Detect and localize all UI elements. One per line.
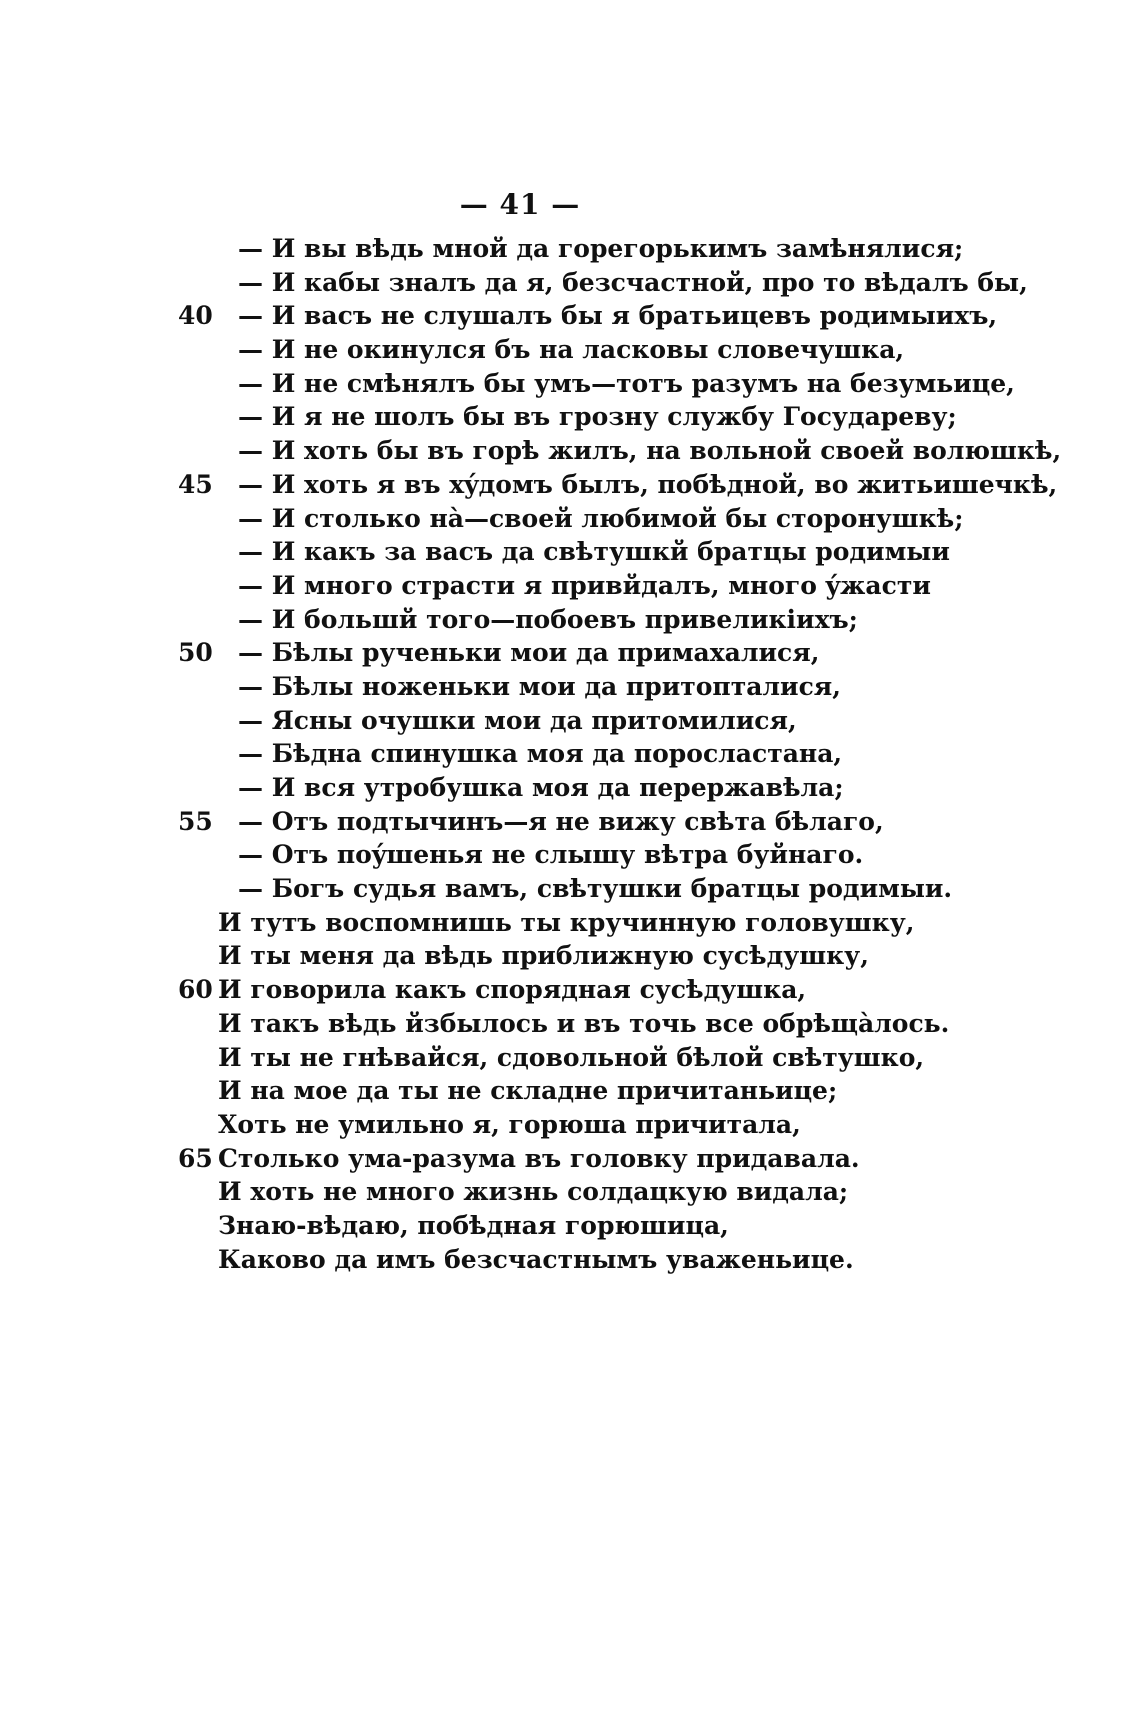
poem-line (160, 1243, 980, 1277)
line-text: Знаю-вѣдаю, побѣдная горюшица, (218, 1210, 729, 1240)
poem-line (160, 1041, 980, 1075)
line-text: — И хоть я въ хýдомъ былъ, побѣдной, во житьишечкѣ, (238, 469, 1058, 499)
poem-line (160, 468, 1058, 502)
page-number: — 41 — (459, 188, 581, 221)
line-text: — Отъ поýшенья не слышу вѣтра буйнаго. (238, 840, 864, 870)
line-text: — И не смѣнялъ бы умъ—тотъ разумъ на безумьице, (238, 368, 1015, 398)
poem-line (160, 266, 1028, 300)
poem-line (160, 535, 980, 569)
poem-line (160, 872, 980, 906)
poem-line (160, 232, 980, 266)
poem-line (160, 1175, 980, 1209)
line-text: — Бѣдна спинушка моя да поросластана, (238, 739, 843, 769)
line-text: — И не окинулся бъ на ласковы словечушка, (238, 335, 905, 365)
line-text: И ты не гнѣвайся, сдовольной бѣлой свѣтушко, (218, 1042, 925, 1072)
poem-line (160, 569, 980, 603)
poem-line (160, 1108, 980, 1142)
line-number: 45 (178, 469, 213, 499)
poem-line (160, 1007, 980, 1041)
line-number: 60 (178, 975, 213, 1005)
line-text: Хоть не умильно я, горюша причитала, (218, 1109, 801, 1139)
line-text: — И вы вѣдь мной да горегорькимъ замѣнялися; (238, 234, 964, 263)
poem-line (160, 704, 980, 738)
line-number: 55 (178, 806, 213, 836)
line-number: 50 (178, 638, 213, 668)
poem-line (160, 1142, 980, 1176)
line-text: — И столько нà—своей любимой бы сторонушкѣ; (238, 503, 964, 533)
line-text: — И хоть бы въ горѣ жилъ, на вольной своей волюшкѣ, (238, 436, 1062, 466)
poem-line (160, 434, 1062, 468)
line-text: — И я не шолъ бы въ грозну службу Государеву; (238, 402, 957, 432)
line-text: — И кабы зналъ да я, безсчастной, про то вѣдалъ бы, (238, 267, 1028, 297)
line-text: И говорила какъ спорядная сусѣдушка, (218, 975, 807, 1005)
poem-line (160, 400, 980, 434)
poem-line (160, 333, 980, 367)
line-text: — Бѣлы рученьки мои да примахалися, (238, 638, 820, 668)
poem-line (160, 1074, 980, 1108)
line-text: — Ясны очушки мои да притомилися, (238, 705, 797, 735)
line-number: 65 (178, 1143, 213, 1173)
poem-line (160, 1209, 980, 1243)
line-text: И ты меня да вѣдь приближную сусѣдушку, (218, 941, 869, 971)
poem-line (160, 838, 980, 872)
poem-line (160, 737, 980, 771)
line-number: 40 (178, 301, 213, 331)
poem-line (160, 906, 980, 940)
poem-line (160, 939, 980, 973)
poem-line (160, 973, 980, 1007)
line-text: И тутъ воспомнишь ты кручинную головушку, (218, 907, 915, 937)
line-text: — И большй того—побоевъ привеликіихъ; (238, 604, 858, 634)
line-text: — Богъ судья вамъ, свѣтушки братцы родимыи. (238, 874, 953, 904)
line-text: — И много страсти я привйдалъ, много ýжасти (238, 570, 931, 600)
poem-line (160, 299, 998, 333)
line-text: — И какъ за васъ да свѣтушкй братцы родимыи (238, 537, 950, 567)
line-text: И такъ вѣдь йзбылось и въ точь все обрѣщàлось. (218, 1008, 950, 1038)
line-text: — И васъ не слушалъ бы я братьицевъ родимыихъ, (238, 301, 998, 331)
line-text: Столько ума-разума въ головку придавала. (218, 1143, 860, 1173)
poem-line (160, 771, 980, 805)
line-text: — Бѣлы ноженьки мои да притопталися, (238, 671, 841, 701)
line-text: Каково да имъ безсчастнымъ уваженьице. (218, 1244, 854, 1274)
line-text: И хоть не много жизнь солдацкую видала; (218, 1177, 849, 1207)
poem-line (160, 670, 980, 704)
poem-line (160, 636, 980, 670)
poem-line (160, 502, 980, 536)
poem-line (160, 805, 980, 839)
line-text: — И вся утробушка моя да перержавѣла; (238, 773, 844, 802)
line-text: — Отъ подтычинъ—я не вижу свѣта бѣлаго, (238, 806, 884, 836)
line-text: И на мое да ты не складне причитаньице; (218, 1076, 838, 1106)
poem-line (160, 367, 1015, 401)
poem-text (160, 232, 1062, 1276)
poem-line (160, 603, 980, 637)
